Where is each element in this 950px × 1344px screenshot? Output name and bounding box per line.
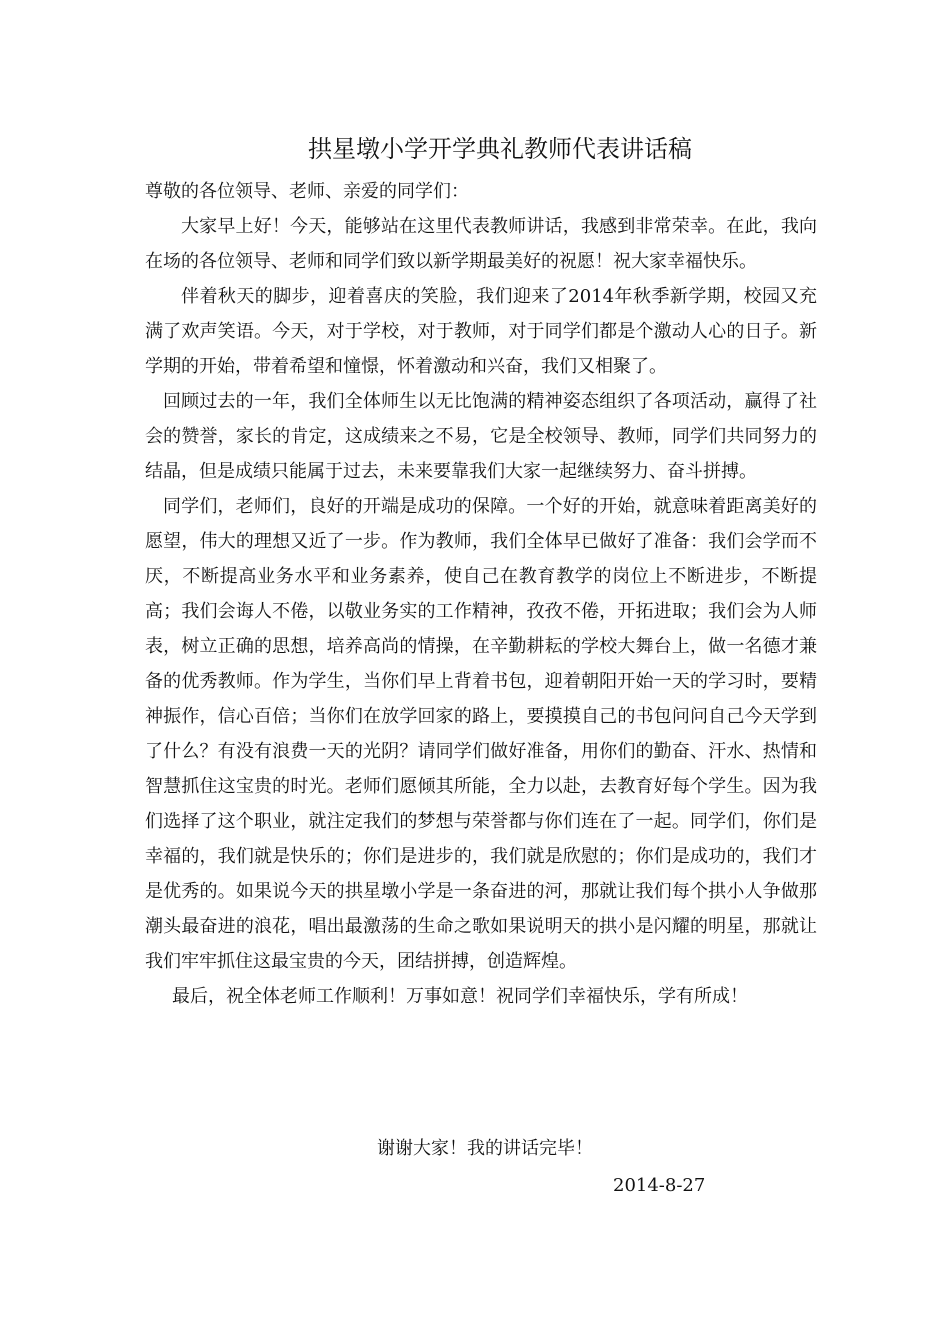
paragraph-commitment: 同学们，老师们，良好的开端是成功的保障。一个好的开始，就意味着距离美好的愿望，伟大的理想又近了一步。作为教师，我们全体早已做好了准备：我们会学而不厌，不断提高业务水平和业务素养，使自己在教育教学的岗位上不断进步，不断提高；我们会诲人不倦，以敬业务实的工作精神，孜孜不倦，开拓进取；我们会为人师表，树立正确的思想，培养高尚的情操，在辛勤耕耘的学校大舞台上，做一名德才兼备的优秀教师。作为学生，当你们早上背着书包，迎着朝阳开始一天的学习时，要精神振作，信心百倍；当你们在放学回家的路上，要摸摸自己的书包问问自己今天学到了什么？有没有浪费一天的光阴？请同学们做好准备，用你们的勤奋、汗水、热情和智慧抓住这宝贵的时光。老师们愿倾其所能，全力以赴，去教育好每个学生。因为我们选择了这个职业，就注定我们的梦想与荣誉都与你们连在了一起。同学们，你们是幸福的，我们就是快乐的；你们是进步的，我们就是欣慰的；你们是成功的，我们才是优秀的。如果说今天的拱星墩小学是一条奋进的河，那就让我们每个拱小人争做那潮头最奋进的浪花，唱出最激荡的生命之歌如果说明天的拱小是闪耀的明星，那就让我们牢牢抓住这最宝贵的今天，团结拼搏，创造辉煌。 xyxy=(145,496,817,972)
salutation: 尊敬的各位领导、老师、亲爱的同学们： xyxy=(145,181,469,202)
paragraph-new-semester: 伴着秋天的脚步，迎着喜庆的笑脸，我们迎来了2014年秋季新学期，校园又充满了欢声笑语。今天，对于学校，对于教师，对于同学们都是个激动人心的日子。新学期的开始，带着希望和憧憬，怀着激动和兴奋，我们又相聚了。 xyxy=(145,286,817,377)
closing-wishes: 最后，祝全体老师工作顺利！万事如意！祝同学们幸福快乐，学有所成！ xyxy=(172,986,748,1007)
closing-thanks: 谢谢大家！我的讲话完毕！ xyxy=(377,1138,593,1159)
paragraph-greeting: 大家早上好！今天，能够站在这里代表教师讲话，我感到非常荣幸。在此，我向在场的各位领导、老师和同学们致以新学期最美好的祝愿！祝大家幸福快乐。 xyxy=(145,216,817,272)
document-body xyxy=(145,174,817,1014)
paragraph-review: 回顾过去的一年，我们全体师生以无比饱满的精神姿态组织了各项活动，赢得了社会的赞誉，家长的肯定，这成绩来之不易，它是全校领导、教师，同学们共同努力的结晶，但是成绩只能属于过去，未来要靠我们大家一起继续努力、奋斗拼搏。 xyxy=(145,391,817,482)
document-date: 2014-8-27 xyxy=(613,1175,706,1196)
document-title: 拱星墩小学开学典礼教师代表讲话稿 xyxy=(308,135,692,163)
